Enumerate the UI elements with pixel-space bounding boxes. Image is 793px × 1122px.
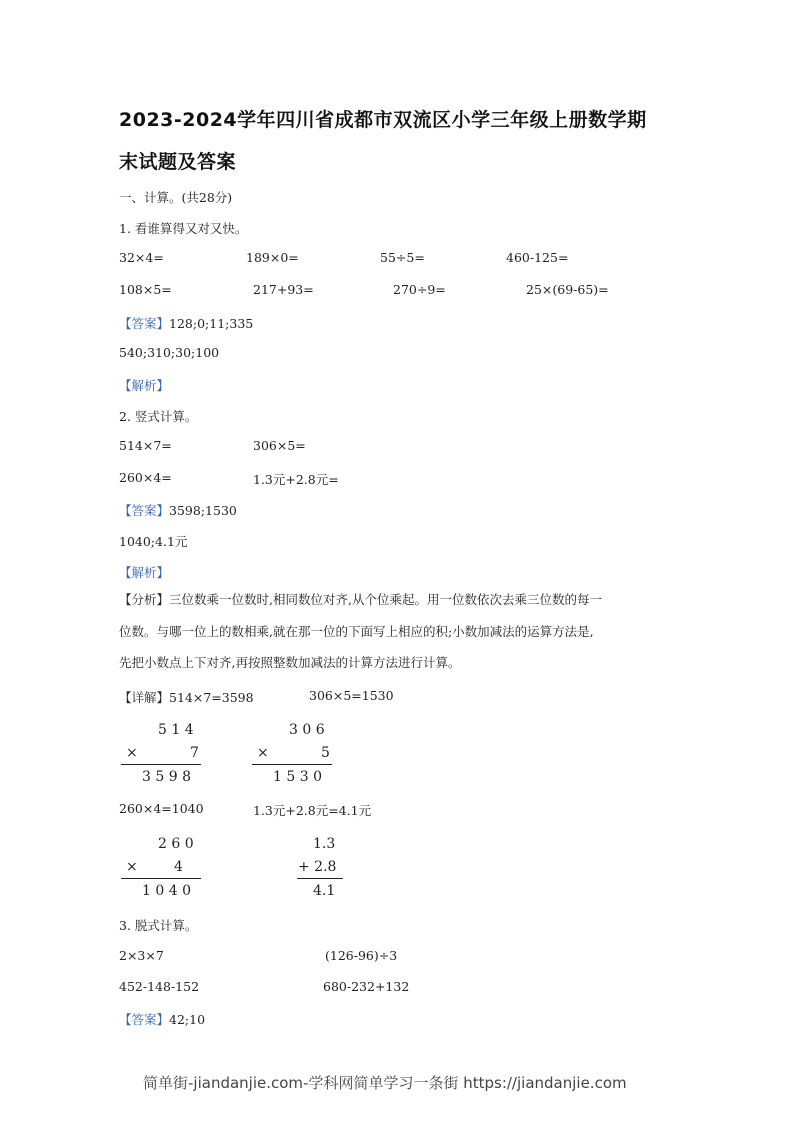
q1-expression: 217+93= — [253, 282, 314, 297]
document-title-line1: 2023-2024学年四川省成都市双流区小学三年级上册数学期 — [119, 109, 647, 131]
vertical-calc-2-result: 1 5 3 0 — [273, 769, 322, 785]
vertical-calc-2-top: 3 0 6 — [289, 722, 325, 738]
section-heading: 一、计算。(共28分) — [119, 190, 233, 205]
q2-fenxi-line2: 位数。与哪一位上的数相乘,就在那一位的下面写上相应的积;小数加减法的运算方法是, — [119, 624, 594, 639]
q1-expression: 108×5= — [119, 282, 172, 297]
document-title-line2: 末试题及答案 — [119, 151, 237, 173]
question-3-prompt: 3. 脱式计算。 — [119, 918, 198, 933]
question-2-prompt: 2. 竖式计算。 — [119, 409, 198, 424]
vertical-calc-3-mid: 4 — [174, 859, 183, 875]
vertical-calc-4-result: 4.1 — [313, 883, 336, 899]
q1-expression: 270÷9= — [393, 282, 446, 297]
vertical-calc-3-line — [121, 878, 201, 879]
vertical-calc-4-top: 1.3 — [313, 836, 336, 852]
q2-expression: 260×4= — [119, 470, 172, 485]
q3-expression: (126-96)÷3 — [325, 948, 398, 963]
vertical-calc-1-op: × — [126, 745, 138, 761]
q1-answer — [119, 314, 253, 332]
vertical-calc-2-line — [252, 764, 332, 765]
q1-analysis-tag: 【解析】 — [119, 378, 170, 393]
q2-xiangjie — [119, 688, 254, 706]
q1-expression: 460-125= — [506, 250, 569, 265]
fenxi-tag: 【分析】 — [119, 592, 170, 607]
q3-expression: 452-148-152 — [119, 979, 200, 994]
answer-text: 3598;1530 — [169, 503, 237, 518]
answer-text: 42;10 — [169, 1012, 206, 1027]
q2-fenxi-line3: 先把小数点上下对齐,再按照整数加减法的计算方法进行计算。 — [119, 655, 461, 670]
q3-expression: 2×3×7 — [119, 948, 164, 963]
q2-expression: 306×5= — [253, 438, 306, 453]
q1-expression: 25×(69-65)= — [526, 282, 609, 297]
q3-answer — [119, 1010, 205, 1028]
vertical-calc-2-op: × — [257, 745, 269, 761]
vertical-calc-1-line — [121, 764, 201, 765]
question-1-prompt: 1. 看谁算得又对又快。 — [119, 221, 248, 236]
vertical-calc-2-mid: 5 — [321, 745, 330, 761]
q3-expression: 680-232+132 — [323, 979, 410, 994]
answer-tag: 【答案】 — [119, 503, 170, 518]
q1-expression: 189×0= — [246, 250, 299, 265]
vertical-calc-3-result: 1 0 4 0 — [142, 883, 191, 899]
answer-tag: 【答案】 — [119, 316, 170, 331]
q2-expression: 1.3元+2.8元= — [253, 472, 339, 487]
vertical-calc-3-op: × — [126, 859, 138, 875]
vertical-calc-1-top: 5 1 4 — [158, 722, 194, 738]
answer-text: 128;0;11;335 — [169, 316, 254, 331]
q2-expression: 514×7= — [119, 438, 172, 453]
fenxi-text: 三位数乘一位数时,相同数位对齐,从个位乘起。用一位数依次去乘三位数的每一 — [169, 592, 602, 607]
vertical-calc-4-line — [297, 878, 343, 879]
xiangjie-eq1: 514×7=3598 — [169, 690, 254, 705]
xiangjie-eq2: 306×5=1530 — [309, 688, 394, 703]
q2-answer — [119, 501, 237, 519]
q1-expression: 32×4= — [119, 250, 164, 265]
vertical-calc-4-mid: + 2.8 — [298, 859, 337, 875]
q1-answer-line2: 540;310;30;100 — [119, 345, 220, 360]
xiangjie-tag: 【详解】 — [119, 690, 170, 705]
vertical-calc-1-result: 3 5 9 8 — [142, 769, 191, 785]
page-footer: 简单街-jiandanjie.com-学科网简单学习一条街 https://jiandanjie.com — [143, 1074, 627, 1092]
vertical-calc-3-top: 2 6 0 — [158, 836, 194, 852]
q1-expression: 55÷5= — [380, 250, 425, 265]
vertical-calc-1-mid: 7 — [190, 745, 199, 761]
answer-tag: 【答案】 — [119, 1012, 170, 1027]
q2-answer-line2: 1040;4.1元 — [119, 534, 188, 549]
xiangjie-eq4: 1.3元+2.8元=4.1元 — [253, 803, 372, 818]
q2-analysis-tag: 【解析】 — [119, 565, 170, 580]
xiangjie-eq3: 260×4=1040 — [119, 801, 204, 816]
q2-fenxi-line1 — [119, 594, 602, 607]
